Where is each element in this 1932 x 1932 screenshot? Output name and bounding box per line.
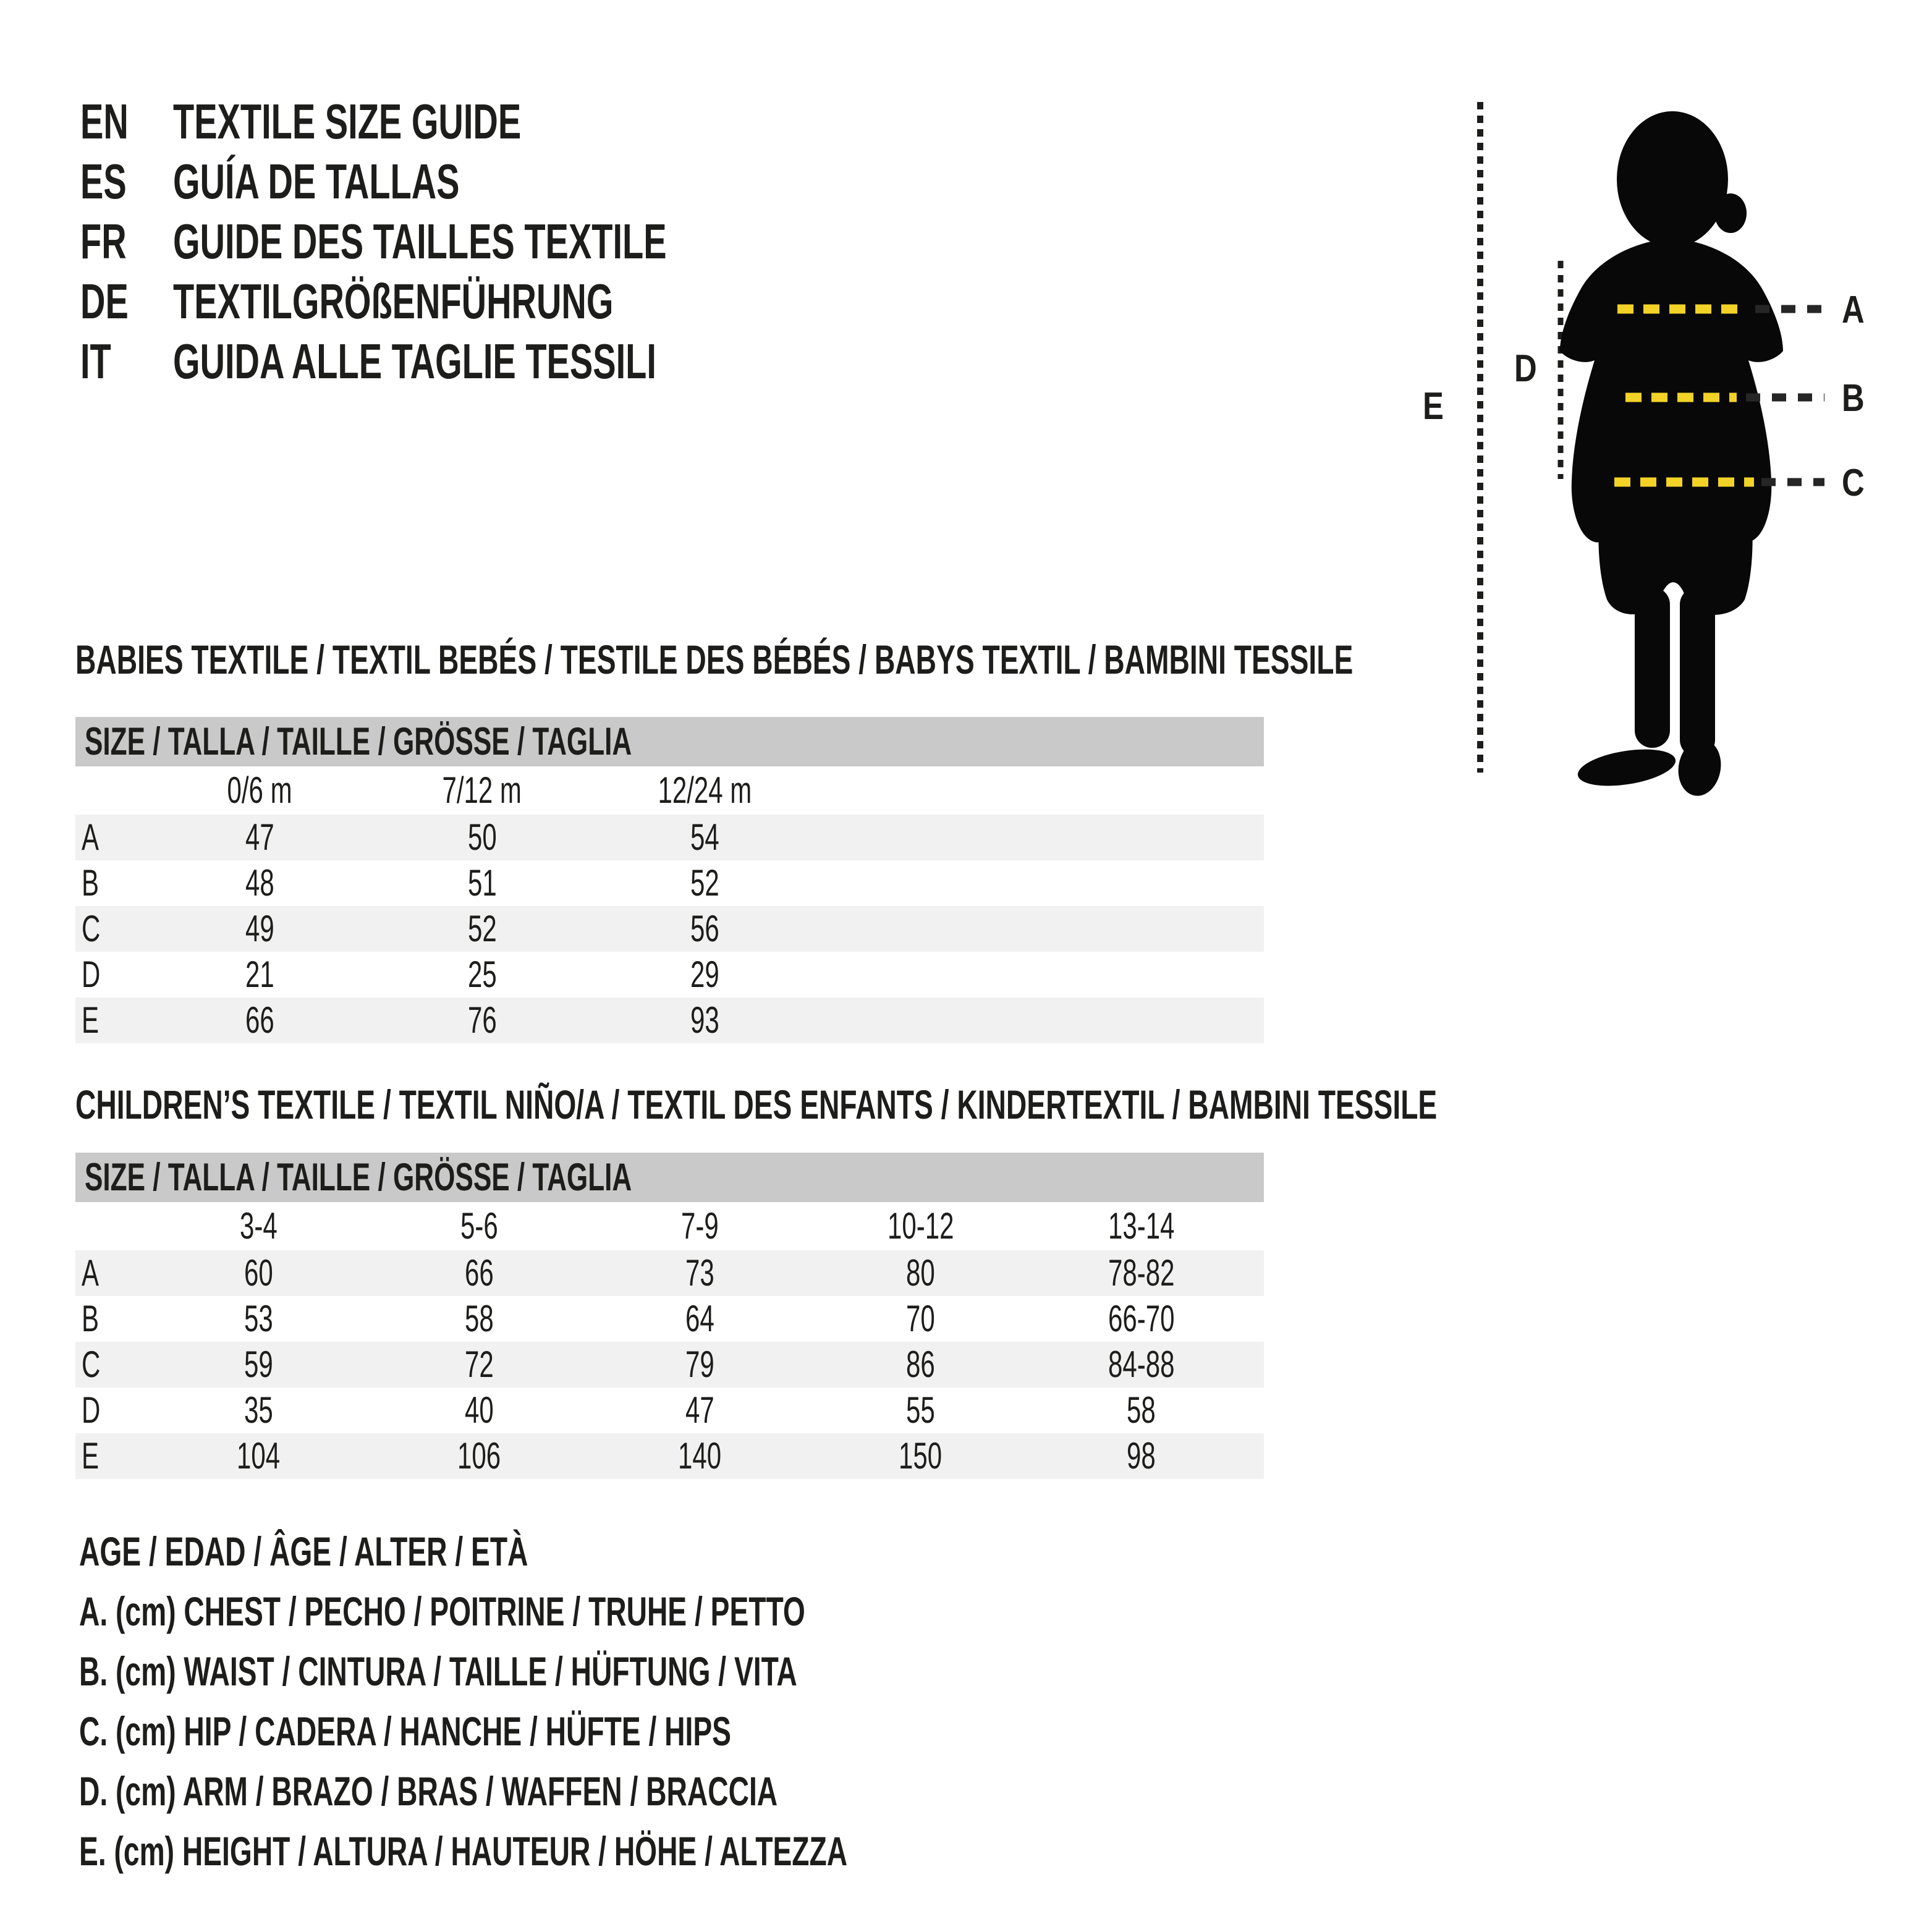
children-size-header-bar (75, 1153, 1264, 1202)
table-cell: 25 (467, 954, 497, 995)
table-cell: 79 (685, 1344, 714, 1385)
children-table (75, 1202, 1264, 1479)
babies-section-title (75, 638, 1900, 681)
table-cell: 93 (690, 999, 719, 1041)
silhouette-head (1617, 111, 1728, 247)
column-header: 0/6 m (227, 769, 292, 811)
table-cell: 64 (685, 1298, 714, 1339)
label-b: B (1842, 377, 1865, 420)
legend-hip-row: C. (cm) HIP / CADERA / HANCHE / HÜFTE / HIPS (79, 1708, 731, 1754)
silhouette-ear (1714, 193, 1747, 233)
table-cell: 35 (244, 1389, 273, 1431)
column-header: 3-4 (240, 1205, 278, 1247)
table-row (75, 1250, 1264, 1296)
table-cell: 104 (237, 1435, 281, 1477)
children-section-title (75, 1083, 1932, 1126)
table-cell: 47 (245, 816, 274, 858)
row-label: E (82, 1435, 100, 1477)
legend-chest-row: A. (cm) CHEST / PECHO / POITRINE / TRUHE / PETTO (79, 1588, 805, 1634)
table-cell: 60 (244, 1252, 273, 1294)
column-header: 12/24 m (658, 769, 752, 811)
table-cell: 66 (465, 1252, 494, 1294)
lang-row-it (80, 331, 1069, 391)
label-a: A (1842, 289, 1865, 332)
table-row (75, 952, 1264, 998)
table-cell: 150 (899, 1435, 943, 1477)
column-header: 7/12 m (442, 769, 522, 811)
children-section-title-text: CHILDREN’S TEXTILE / TEXTIL NIÑO/A / TEXTIL DES ENFANTS / KINDERTEXTIL / BAMBINI TESSILE (75, 1082, 1438, 1127)
lang-code: EN (80, 94, 129, 149)
lang-code: IT (80, 334, 111, 389)
table-cell: 49 (245, 908, 274, 949)
lang-code: DE (80, 274, 129, 329)
children-size-header-text: SIZE / TALLA / TAILLE / GRÖSSE / TAGLIA (85, 1156, 632, 1199)
table-cell: 47 (685, 1389, 714, 1431)
legend-height-row: E. (cm) HEIGHT / ALTURA / HAUTEUR / HÖHE / ALTEZZA (79, 1828, 848, 1874)
table-cell: 98 (1127, 1435, 1156, 1477)
table-cell: 80 (906, 1252, 935, 1294)
table-row (75, 1342, 1264, 1388)
label-c: C (1842, 462, 1865, 505)
lang-code: ES (80, 154, 127, 209)
table-cell: 72 (465, 1344, 494, 1385)
babies-section-title-text: BABIES TEXTILE / TEXTIL BEBÉS / TESTILE DES BÉBÉS / BABYS TEXTIL / BAMBINI TESSILE (75, 637, 1354, 682)
table-cell: 140 (678, 1435, 722, 1477)
children-column-header-row (75, 1202, 1264, 1250)
babies-column-header-row (75, 766, 1264, 815)
table-cell: 50 (467, 816, 497, 858)
table-cell: 76 (467, 999, 497, 1041)
table-row (75, 815, 1264, 860)
row-label: C (82, 1344, 101, 1385)
babies-size-header-bar (75, 717, 1264, 766)
silhouette-left-shoe (1575, 744, 1678, 792)
silhouette-torso (1560, 238, 1783, 546)
lang-row-en (80, 91, 1069, 151)
row-label: D (82, 954, 101, 995)
row-label: C (82, 908, 101, 949)
corner-cell (75, 766, 148, 815)
row-label: A (82, 816, 100, 858)
table-cell: 29 (690, 954, 719, 995)
lang-row-de (80, 271, 1069, 331)
table-cell: 52 (690, 862, 719, 904)
table-cell: 84-88 (1108, 1344, 1175, 1385)
table-cell: 52 (467, 908, 497, 949)
row-label: B (82, 1298, 100, 1339)
table-row (75, 906, 1264, 952)
guide-title: GUÍA DE TALLAS (173, 154, 460, 209)
row-label: E (82, 999, 100, 1041)
table-cell: 40 (465, 1389, 494, 1431)
column-header: 10-12 (887, 1205, 954, 1247)
table-cell: 59 (244, 1344, 273, 1385)
table-cell: 106 (457, 1435, 501, 1477)
table-cell: 70 (906, 1298, 935, 1339)
column-header: 5-6 (460, 1205, 498, 1247)
babies-size-header-text: SIZE / TALLA / TAILLE / GRÖSSE / TAGLIA (85, 720, 632, 763)
lang-code: FR (80, 214, 127, 269)
guide-title: GUIDA ALLE TAGLIE TESSILI (173, 334, 656, 389)
language-header (80, 91, 1069, 391)
legend-arm-row: D. (cm) ARM / BRAZO / BRAS / WAFFEN / BRACCIA (79, 1768, 778, 1814)
label-e: E (1423, 385, 1444, 428)
table-cell: 21 (245, 954, 274, 995)
label-d: D (1514, 347, 1537, 391)
legend-waist-row: B. (cm) WAIST / CINTURA / TAILLE / HÜFTUNG / VITA (79, 1648, 797, 1694)
row-label: B (82, 862, 100, 904)
lang-row-es (80, 151, 1069, 211)
guide-title: GUIDE DES TAILLES TEXTILE (173, 214, 667, 269)
table-row (75, 998, 1264, 1043)
table-cell: 56 (690, 908, 719, 949)
lang-row-fr (80, 211, 1069, 271)
table-cell: 58 (1127, 1389, 1156, 1431)
silhouette-shorts (1598, 501, 1752, 615)
babies-table (75, 766, 1264, 1043)
table-row (75, 1433, 1264, 1479)
column-header: 13-14 (1108, 1205, 1175, 1247)
table-cell: 78-82 (1108, 1252, 1175, 1294)
table-cell: 66 (245, 999, 274, 1041)
table-cell: 54 (690, 816, 719, 858)
table-cell: 58 (465, 1298, 494, 1339)
row-label: A (82, 1252, 100, 1294)
table-cell: 55 (906, 1389, 935, 1431)
table-row (75, 860, 1264, 906)
table-row (75, 1296, 1264, 1342)
guide-title: TEXTILE SIZE GUIDE (173, 94, 522, 149)
column-header: 7-9 (681, 1205, 719, 1247)
table-cell: 48 (245, 862, 274, 904)
table-cell: 66-70 (1108, 1298, 1175, 1339)
measurement-legend (79, 1522, 1177, 1881)
table-cell: 53 (244, 1298, 273, 1339)
table-cell: 51 (467, 862, 497, 904)
child-silhouette (1560, 111, 1783, 797)
table-cell: 73 (685, 1252, 714, 1294)
measurement-figure (1409, 93, 1932, 797)
row-label: D (82, 1389, 101, 1431)
table-cell: 86 (906, 1344, 935, 1385)
guide-title: TEXTILGRÖßENFÜHRUNG (173, 274, 614, 329)
legend-age-row: AGE / EDAD / ÂGE / ALTER / ETÀ (79, 1528, 528, 1574)
corner-cell (75, 1202, 148, 1250)
table-row (75, 1388, 1264, 1433)
